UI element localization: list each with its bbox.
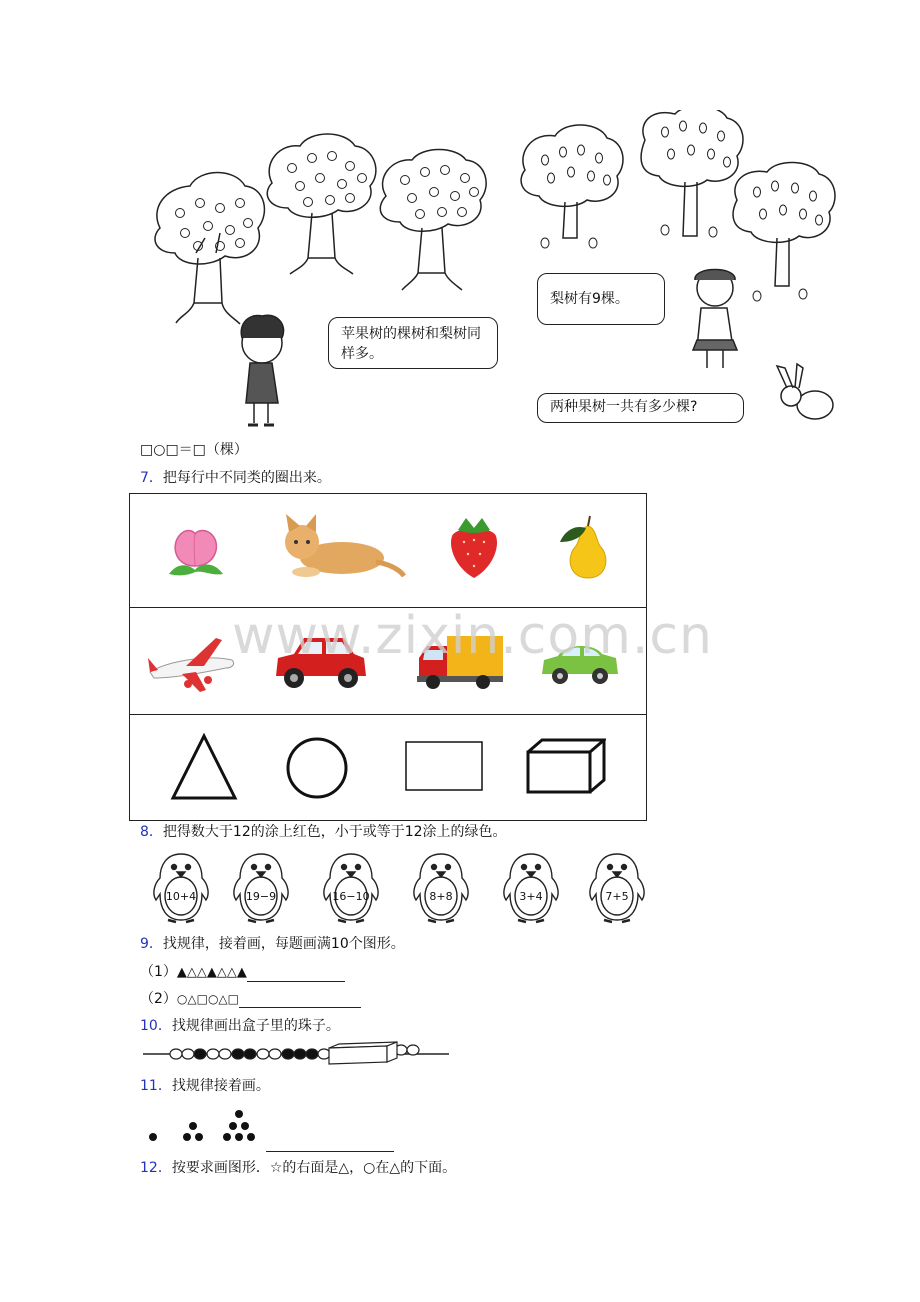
pear-trees-illustration — [515, 110, 840, 430]
speech-bubble-question: 两种果树一共有多少棵? — [537, 393, 744, 423]
circle-shape — [285, 736, 349, 800]
penguin-expression: 8+8 — [429, 890, 453, 903]
cat-icon — [276, 512, 406, 580]
strawberry-icon — [444, 512, 504, 580]
q10-heading — [140, 1017, 340, 1035]
q7-heading — [140, 469, 331, 487]
bead-white — [257, 1049, 269, 1059]
q10-text: 找规律画出盒子里的珠子。 — [171, 1018, 340, 1034]
penguin-card[interactable] — [148, 850, 214, 924]
q9-line-1-sequence: ▲△△▲△△▲ — [176, 965, 247, 980]
bead-white — [407, 1045, 419, 1055]
bead-black — [282, 1049, 294, 1059]
q10-number: 10． — [140, 1018, 172, 1034]
q9-line-2 — [140, 990, 361, 1008]
q11-number: 11． — [140, 1078, 172, 1094]
q9-line-1-answer-blank[interactable] — [247, 967, 345, 982]
penguin-card[interactable] — [318, 850, 384, 924]
peach-icon — [165, 518, 225, 580]
penguin-icon — [148, 850, 214, 924]
bead-white — [182, 1049, 194, 1059]
bead-black — [194, 1049, 206, 1059]
bead-string — [143, 1040, 453, 1070]
penguin-expression: 10+4 — [165, 890, 197, 903]
penguin-expression: 7+5 — [605, 890, 629, 903]
bead-white — [170, 1049, 182, 1059]
q8-heading — [140, 823, 507, 841]
q6-answer-line: □○□＝□（棵） — [140, 442, 248, 458]
rectangle-shape — [405, 741, 483, 791]
q9-text: 找规律，接着画，每题画满10个图形。 — [162, 936, 405, 952]
q11-heading — [140, 1077, 270, 1095]
q9-line-1 — [140, 963, 345, 982]
penguin-card[interactable] — [408, 850, 474, 924]
penguin-icon — [318, 850, 384, 924]
bead-black — [294, 1049, 306, 1059]
bead-white — [219, 1049, 231, 1059]
bead-white — [269, 1049, 281, 1059]
speech-bubble-apple: 苹果树的棵树和梨树同样多。 — [328, 317, 498, 369]
penguin-icon — [228, 850, 294, 924]
triangle-shape — [170, 733, 238, 801]
penguin-expression: 19−9 — [245, 890, 277, 903]
q9-line-2-label: （2） — [140, 991, 177, 1007]
bead-black — [232, 1049, 244, 1059]
q9-number: 9． — [140, 936, 163, 952]
watermark: www.zixin.com.cn — [232, 606, 713, 666]
speech-bubble-pear: 梨树有9棵。 — [537, 273, 665, 325]
cuboid-shape — [526, 738, 606, 794]
apple-trees-illustration — [150, 128, 510, 433]
q9-line-2-sequence: ○△□○△□ — [176, 992, 239, 1006]
q11-text: 找规律接着画。 — [171, 1078, 270, 1094]
q9-heading — [140, 935, 405, 953]
penguin-expression: 16−10 — [332, 890, 370, 903]
bead-white — [207, 1049, 219, 1059]
q9-line-1-label: （1） — [140, 964, 177, 980]
q12-number: 12． — [140, 1160, 172, 1176]
dot-pattern — [144, 1106, 269, 1146]
q7-text: 把每行中不同类的圈出来。 — [162, 470, 331, 486]
penguin-icon — [408, 850, 474, 924]
bead-black — [306, 1049, 318, 1059]
penguin-icon — [498, 850, 564, 924]
bead-box — [329, 1042, 397, 1064]
q8-text: 把得数大于12的涂上红色，小于或等于12涂上的绿色。 — [162, 824, 507, 840]
q9-line-2-answer-blank[interactable] — [239, 993, 361, 1008]
penguin-card[interactable] — [228, 850, 294, 924]
pear-icon — [558, 514, 614, 582]
penguin-card[interactable] — [498, 850, 564, 924]
q11-answer-blank[interactable] — [266, 1137, 394, 1152]
bead-white — [318, 1049, 330, 1059]
q12-text: 按要求画图形．☆的右面是△，○在△的下面。 — [171, 1160, 457, 1176]
penguin-card[interactable] — [584, 850, 650, 924]
penguin-expression: 3+4 — [519, 890, 543, 903]
q7-number: 7． — [140, 470, 163, 486]
bead-black — [244, 1049, 256, 1059]
q8-number: 8． — [140, 824, 163, 840]
q12-heading — [140, 1159, 456, 1177]
airplane-icon — [146, 632, 238, 694]
penguin-icon — [584, 850, 650, 924]
